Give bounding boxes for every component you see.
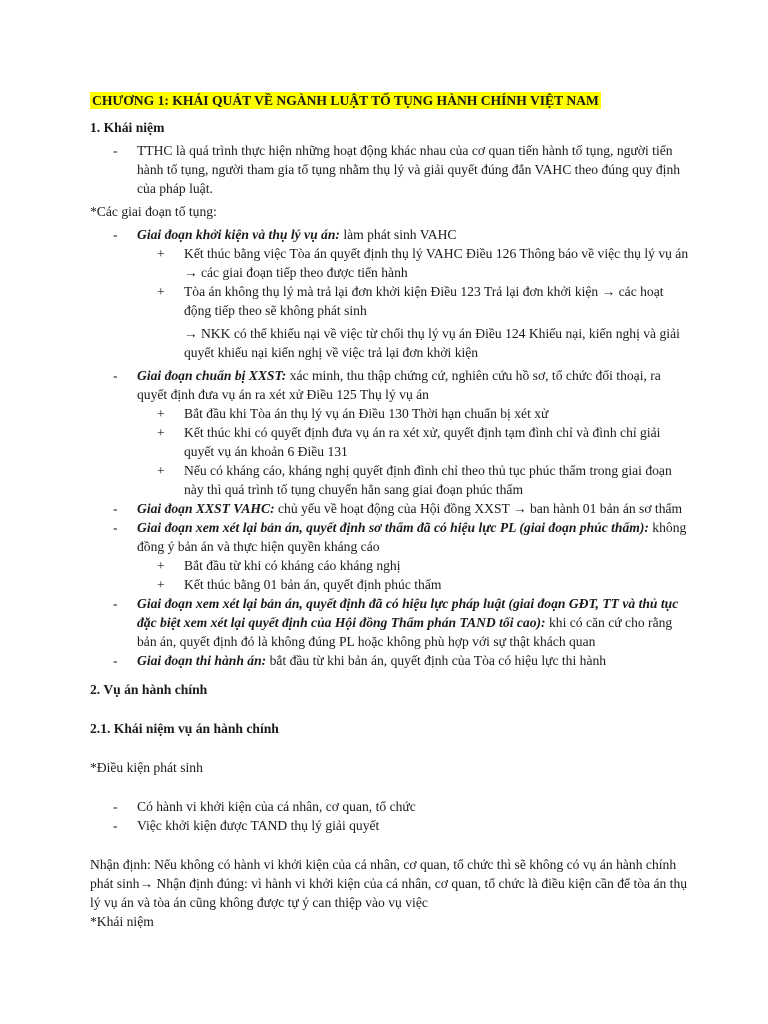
stage-1-sublist bbox=[137, 244, 690, 362]
definition-item: - TTHC là quá trình thực hiện những hoạt động khác nhau của cơ quan tiến hành tố tụng, người tiến hành tố tụng, người tham gia tố tụng nhằm thụ lý và giải quyết đúng đắn VAHC theo đúng quy định của pháp luật. bbox=[90, 141, 690, 198]
section-1-heading: 1. Khái niệm bbox=[90, 120, 165, 135]
condition-item-1: - Có hành vi khởi kiện của cá nhân, cơ quan, tổ chức bbox=[90, 797, 690, 816]
conditions-list bbox=[90, 797, 690, 835]
stage-2-sub-2: + Kết thúc khi có quyết định đưa vụ án ra xét xử, quyết định tạm đình chỉ và đình chỉ giải quyết vụ án khoản 6 Điều 131 bbox=[137, 423, 690, 461]
stage-3-title: Giai đoạn XXST VAHC: bbox=[137, 501, 275, 516]
stage-4-sublist bbox=[137, 556, 690, 594]
stage-2-text: xác minh, thu thập chứng cứ, nghiên cứu hồ sơ, tổ chức đối thoại, ra quyết định đưa vụ án ra xét xử Điều 125 Thụ lý vụ án bbox=[137, 368, 661, 402]
definition-list bbox=[90, 141, 690, 198]
stage-4 bbox=[90, 518, 690, 594]
stage-2-sublist bbox=[137, 404, 690, 499]
stage-1-title: Giai đoạn khởi kiện và thụ lý vụ án: bbox=[137, 227, 340, 242]
stage-2-sub-3: + Nếu có kháng cáo, kháng nghị quyết định đình chỉ theo thủ tục phúc thẩm trong giai đoạn này thì quá trình tố tụng chuyển hẳn sang giai đoạn phúc thẩm bbox=[137, 461, 690, 499]
stage-4-title: Giai đoạn xem xét lại bản án, quyết định sơ thẩm đã có hiệu lực PL (giai đoạn phúc thẩm): bbox=[137, 520, 649, 535]
stage-5-title: Giai đoạn xem xét lại bản án, quyết định đã có hiệu lực pháp luật (giai đoạn GĐT, TT và thủ tục đặc biệt xem xét lại quyết định của Hội đồng Thẩm phán TAND tối cao): bbox=[137, 596, 679, 630]
stage-1-sub-2: + Tòa án không thụ lý mà trả lại đơn khởi kiện Điều 123 Trả lại đơn khởi kiện → các hoạt động tiếp theo sẽ không phát sinh bbox=[137, 282, 690, 320]
stage-3-text: chủ yếu về hoạt động của Hội đồng XXST → ban hành 01 bản án sơ thẩm bbox=[274, 501, 683, 516]
stage-6 bbox=[90, 651, 690, 670]
chapter-title-highlight: CHƯƠNG 1: KHÁI QUÁT VỀ NGÀNH LUẬT TỐ TỤNG HÀNH CHÍNH VIỆT NAM bbox=[92, 93, 599, 108]
concept-label: *Khái niệm bbox=[90, 914, 154, 929]
stage-5-text: khi có căn cứ cho rằng bản án, quyết định đó là không đúng PL hoặc không phù hợp với sự thật khách quan bbox=[137, 615, 673, 649]
chapter-title bbox=[90, 91, 690, 110]
stage-4-text: không đồng ý bản án và thực hiện quyền kháng cáo bbox=[137, 520, 687, 554]
condition-item-2: - Việc khởi kiện được TAND thụ lý giải quyết bbox=[90, 816, 690, 835]
section-2-heading: 2. Vụ án hành chính bbox=[90, 682, 208, 697]
document-page bbox=[90, 91, 690, 931]
stage-4-sub-1: + Bắt đầu từ khi có kháng cáo kháng nghị bbox=[137, 556, 690, 575]
assessment-paragraph: Nhận định: Nếu không có hành vi khởi kiện của cá nhân, cơ quan, tổ chức thì sẽ không có vụ án hành chính phát sinh→ Nhận định đúng: vì hành vi khởi kiện của cá nhân, cơ quan, tổ chức là điều kiện cần để tòa án thụ lý vụ án và tòa án cũng không được tự ý can thiệp vào vụ việc bbox=[90, 857, 688, 910]
stage-2-sub-1: + Bắt đầu khi Tòa án thụ lý vụ án Điều 130 Thời hạn chuẩn bị xét xử bbox=[137, 404, 690, 423]
stages-list bbox=[90, 225, 690, 670]
stages-label: *Các giai đoạn tố tụng: bbox=[90, 204, 217, 219]
stage-6-text: bắt đầu từ khi bản án, quyết định của Tòa có hiệu lực thi hành bbox=[266, 653, 607, 668]
stage-2-title: Giai đoạn chuẩn bị XXST: bbox=[137, 368, 287, 383]
stage-3 bbox=[90, 499, 690, 518]
stage-1 bbox=[90, 225, 690, 362]
section-2-1-heading: 2.1. Khái niệm vụ án hành chính bbox=[90, 721, 279, 736]
stage-1-text: làm phát sinh VAHC bbox=[339, 227, 457, 242]
stage-4-sub-2: + Kết thúc bằng 01 bản án, quyết định phúc thẩm bbox=[137, 575, 690, 594]
conditions-label: *Điều kiện phát sinh bbox=[90, 760, 203, 775]
stage-6-title: Giai đoạn thi hành án: bbox=[137, 653, 267, 668]
stage-5 bbox=[90, 594, 690, 651]
stage-2 bbox=[90, 366, 690, 499]
stage-1-sub-1: + Kết thúc bằng việc Tòa án quyết định thụ lý VAHC Điều 126 Thông báo về việc thụ lý vụ án → các giai đoạn tiếp theo được tiến hành bbox=[137, 244, 690, 282]
stage-1-sub-2-note: → NKK có thể khiếu nại về việc từ chối thụ lý vụ án Điều 124 Khiếu nại, kiến nghị và giải quyết khiếu nại kiến nghị về việc trả lại đơn khởi kiện bbox=[184, 326, 680, 360]
